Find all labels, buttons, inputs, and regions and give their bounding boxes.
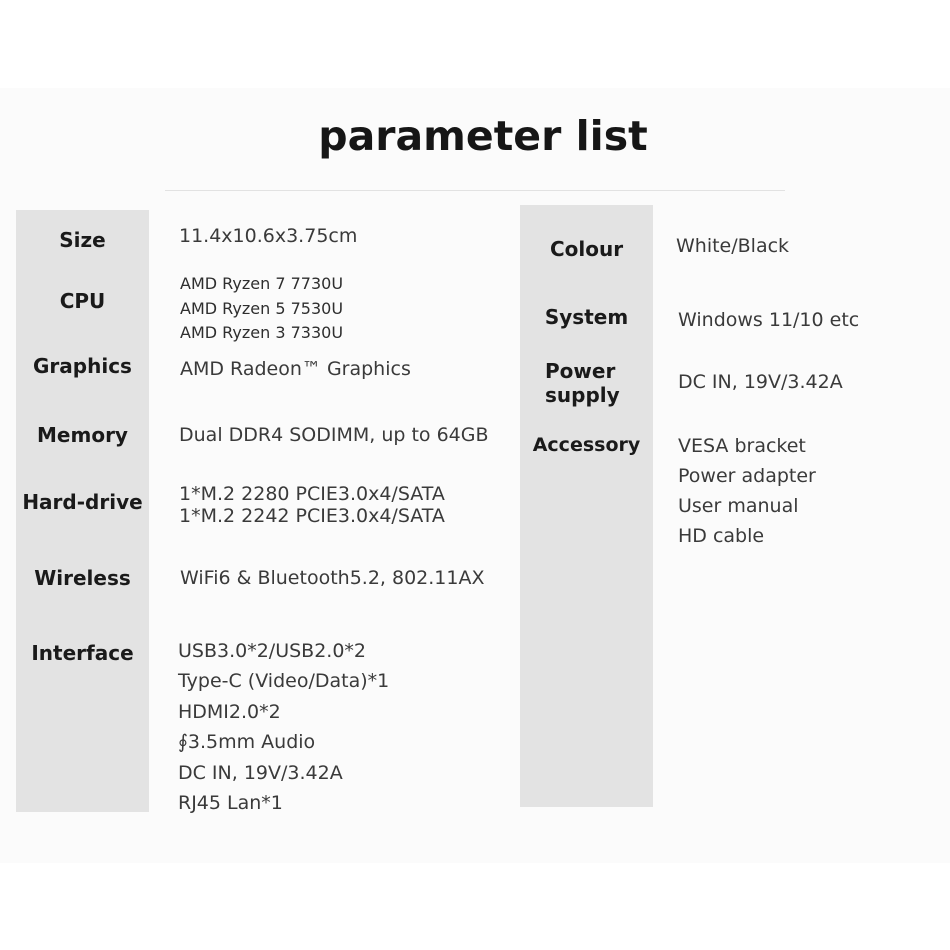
spec-label-wireless: Wireless <box>34 566 131 590</box>
spec-label-interface: Interface <box>31 641 134 665</box>
accessory-item: User manual <box>678 495 799 517</box>
spec-value-size: 11.4x10.6x3.75cm <box>179 225 358 247</box>
title-divider <box>165 190 785 191</box>
interface-item: DC IN, 19V/3.42A <box>178 761 343 784</box>
spec-label-hard-drive: Hard-drive <box>22 490 143 514</box>
interface-item: Type-C (Video/Data)*1 <box>178 670 390 693</box>
spec-value-hard-drive <box>179 483 445 527</box>
spec-value-colour: White/Black <box>676 235 790 257</box>
interface-item: HDMI2.0*2 <box>178 700 281 723</box>
spec-label-colour: Colour <box>549 237 624 261</box>
interface-item: USB3.0*2/USB2.0*2 <box>178 640 367 662</box>
interface-item: ∮3.5mm Audio <box>178 731 316 754</box>
spec-label-system: System <box>544 305 629 329</box>
label-line: Power <box>545 359 616 383</box>
drive-slot: 1*M.2 2242 PCIE3.0x4/SATA <box>179 505 445 527</box>
spec-value-cpu <box>180 271 343 345</box>
spec-value-graphics: AMD Radeon™ Graphics <box>180 358 411 380</box>
spec-value-accessory <box>678 431 816 551</box>
accessory-item: VESA bracket <box>678 435 806 457</box>
spec-label-memory: Memory <box>37 423 128 447</box>
cpu-option: AMD Ryzen 3 7330U <box>180 323 344 342</box>
spec-label-size: Size <box>59 228 106 252</box>
page-title: parameter list <box>318 112 648 160</box>
accessory-item: HD cable <box>678 525 765 547</box>
cpu-option: AMD Ryzen 5 7530U <box>180 298 344 318</box>
spec-value-memory: Dual DDR4 SODIMM, up to 64GB <box>179 424 489 446</box>
spec-label-accessory: Accessory <box>532 434 641 456</box>
interface-item: RJ45 Lan*1 <box>178 791 283 814</box>
cpu-option: AMD Ryzen 7 7730U <box>180 274 344 293</box>
spec-label-power-supply <box>545 359 620 407</box>
spec-value-wireless: WiFi6 & Bluetooth5.2, 802.11AX <box>180 567 485 589</box>
spec-label-cpu: CPU <box>59 289 106 313</box>
spec-value-power-supply: DC IN, 19V/3.42A <box>678 371 843 393</box>
drive-slot: 1*M.2 2280 PCIE3.0x4/SATA <box>179 483 445 505</box>
spec-value-interface <box>178 636 389 818</box>
right-label-column <box>520 205 653 807</box>
accessory-item: Power adapter <box>678 465 816 487</box>
spec-label-graphics: Graphics <box>33 354 132 378</box>
spec-value-system: Windows 11/10 etc <box>678 309 860 331</box>
label-line: supply <box>545 383 620 407</box>
